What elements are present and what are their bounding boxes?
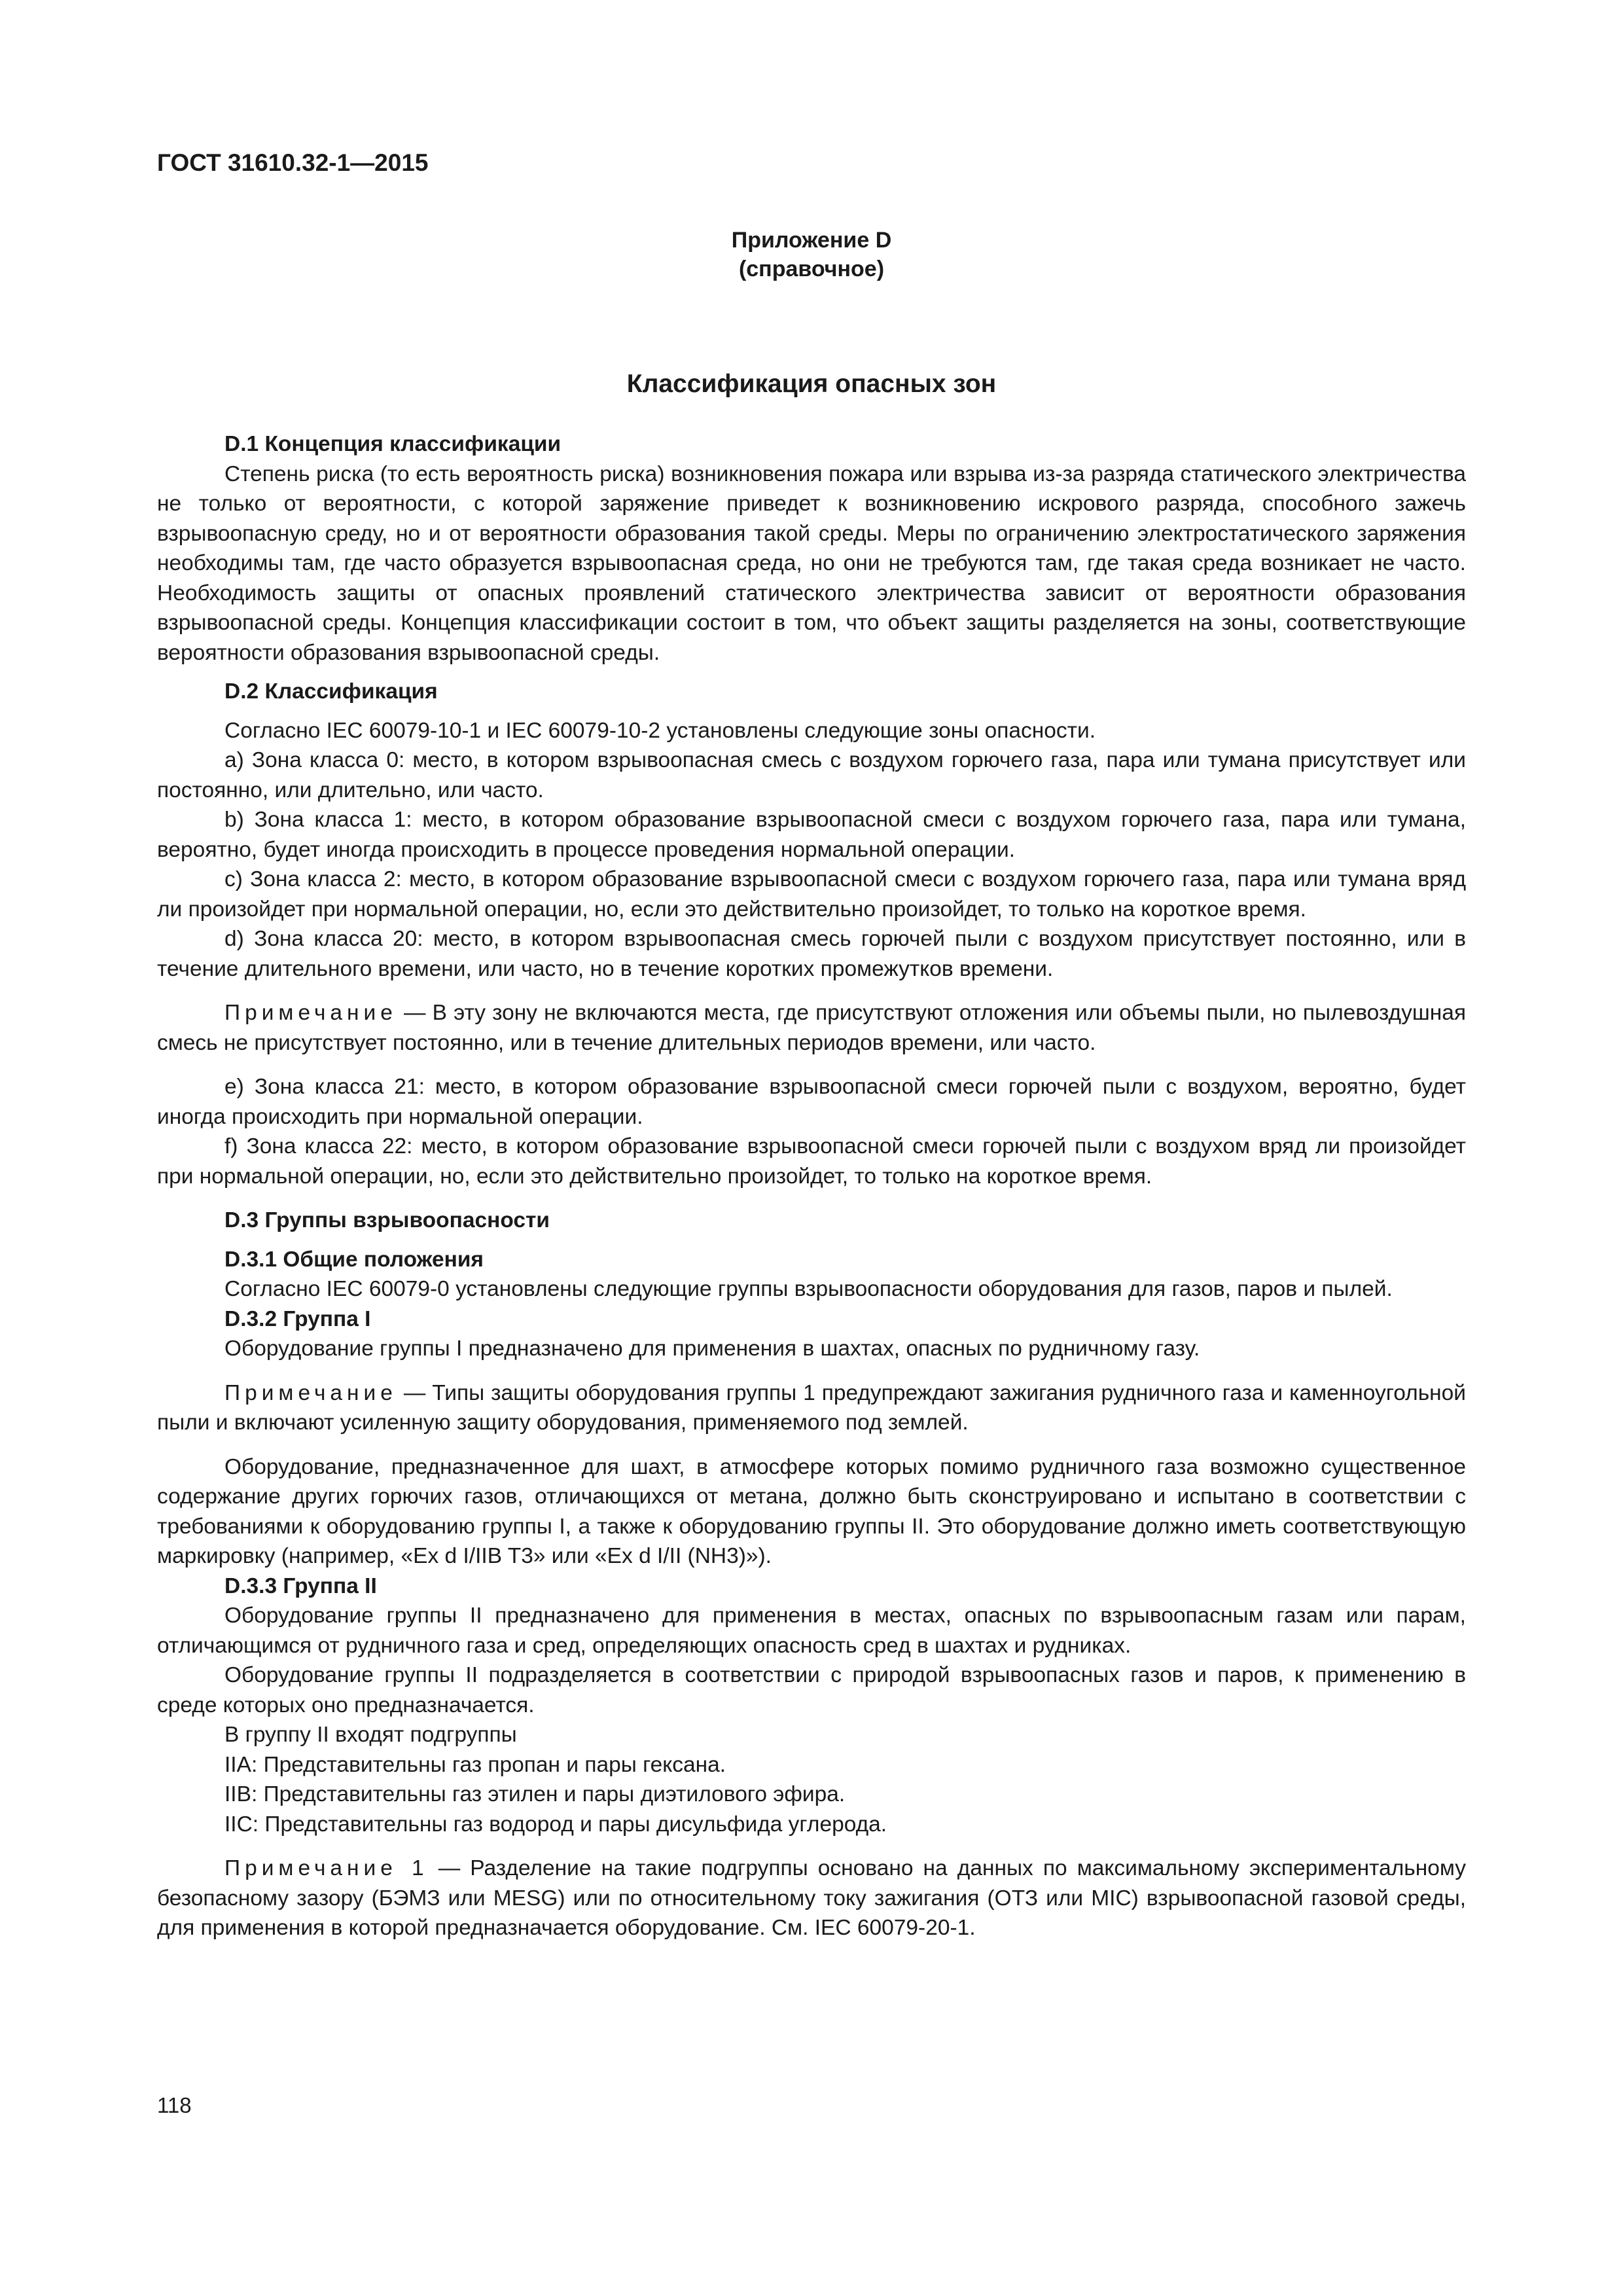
standard-code: ГОСТ 31610.32-1—2015 [157,149,429,176]
d32-note-label: Примечание [224,1380,397,1405]
section-d2-heading: D.2 Классификация [224,679,438,704]
section-d33-text2: Оборудование группы II подразделяется в соответствии с природой взрывоопасных газов и паров, к применению в среде которых оно предназначается. [157,1663,1466,1717]
section-d31-heading: D.3.1 Общие положения [224,1247,484,1272]
section-d3-heading: D.3 Группы взрывоопасности [224,1208,550,1232]
zone-e-item: e) Зона класса 21: место, в котором образование взрывоопасной смеси горючей пыли с воздухом, вероятно, будет иногда происходить при нормальной операции. [157,1075,1466,1129]
section-d32-text2: Оборудование, предназначенное для шахт, в атмосфере которых помимо рудничного газа возможно существенное содержание других горючих газов, отличающихся от метана, должно быть сконструировано и испытано в соответствии с требованиями к оборудованию группы I, а также к оборудованию группы II. Это оборудование должно иметь соответствующую маркировку (например, «Ex d I/IIB T3» или «Ex d I/II (NH3)»). [157,1454,1466,1568]
annex-type: (справочное) [738,257,885,281]
section-d32-heading: D.3.2 Группа I [224,1306,371,1331]
section-d33-text3: В группу II входят подгруппы [224,1723,517,1747]
subgroup-iic: IIC: Представительны газ водород и пары дисульфида углерода. [224,1812,887,1837]
d2-note-text: — В эту зону не включаются места, где присутствуют отложения или объемы пыли, но пылевоздушная смесь не присутствует постоянно, или в течение длительных периодов времени, или часто. [157,1001,1466,1055]
d33-note [157,1854,1466,1943]
zone-a-item: a) Зона класса 0: место, в котором взрывоопасная смесь с воздухом горючего газа, пара или тумана присутствует или постоянно, или длительно, или часто. [157,748,1466,802]
d2-note [157,998,1466,1058]
annex-label: Приложение D [731,228,892,253]
document-title: Классификация опасных зон [626,370,997,398]
zone-d-item: d) Зона класса 20: место, в котором взрывоопасная смесь горючей пыли с воздухом присутствует постоянно, или в течение длительного времени, или часто, но в течение коротких промежутков времени. [157,927,1466,981]
section-d31-text: Согласно IEC 60079-0 установлены следующие группы взрывоопасности оборудования для газов, паров и пылей. [224,1277,1393,1301]
d32-note [157,1378,1466,1438]
section-d33-text1: Оборудование группы II предназначено для применения в местах, опасных по взрывоопасным газам или парам, отличающимся от рудничного газа и сред, определяющих опасность сред в шахтах и рудниках. [157,1604,1466,1658]
d32-note-text: — Типы защиты оборудования группы 1 предупреждают зажигания рудничного газа и каменноугольной пыли и включают усиленную защиту оборудования, применяемого под землей. [157,1380,1466,1435]
section-d1-text: Степень риска (то есть вероятность риска) возникновения пожара или взрыва из-за разряда статического электричества не только от вероятности, с которой заряжение приведет к возникновению искрового разряда, способного зажечь взрывоопасную среду, но и от вероятности образования такой среды. Меры по ограничению электростатического заряжения необходимы там, где часто образуется взрывоопасная среда, но они не требуются там, где такая среда возникает не часто. Необходимость защиты от опасных проявлений статического электричества зависит от вероятности образования взрывоопасной среды. Концепция классификации состоит в том, что объект защиты разделяется на зоны, соответствующие вероятности образования взрывоопасной среды. [157,461,1466,665]
d33-note-text: — Разделение на такие подгруппы основано на данных по максимальному экспериментальному безопасному зазору (БЭМЗ или MESG) или по относительному току зажигания (ОТЗ или MIC) взрывоопасной газовой среды, для применения в которой предназначается оборудование. См. IEC 60079-20-1. [157,1856,1466,1940]
annex-heading [681,226,942,283]
section-d2-intro: Согласно IEC 60079-10-1 и IEC 60079-10-2 установлены следующие зоны опасности. [224,718,1096,743]
section-d1-heading: D.1 Концепция классификации [224,432,562,456]
zone-c-item: c) Зона класса 2: место, в котором образование взрывоопасной смеси с воздухом горючего газа, пара или тумана вряд ли произойдет при нормальной операции, но, если это действительно произойдет, то только на короткое время. [157,867,1466,922]
d2-note-label: Примечание [224,1001,397,1025]
d33-note-label: Примечание 1 [224,1856,429,1880]
subgroup-iia: IIA: Представительны газ пропан и пары гексана. [224,1752,726,1777]
subgroup-iib: IIB: Представительны газ этилен и пары диэтилового эфира. [224,1782,846,1806]
section-d33-heading: D.3.3 Группа II [224,1573,377,1598]
page-number: 118 [157,2093,192,2117]
zone-f-item: f) Зона класса 22: место, в котором образование взрывоопасной смеси горючей пыли с воздухом вряд ли произойдет при нормальной операции, но, если это действительно произойдет, то только на короткое время. [157,1134,1466,1189]
document-body [157,429,1466,1943]
section-d32-text: Оборудование группы I предназначено для применения в шахтах, опасных по рудничному газу. [224,1336,1200,1361]
zone-b-item: b) Зона класса 1: место, в котором образование взрывоопасной смеси с воздухом горючего газа, пара или тумана, вероятно, будет иногда происходить в процессе проведения нормальной операции. [157,808,1466,862]
